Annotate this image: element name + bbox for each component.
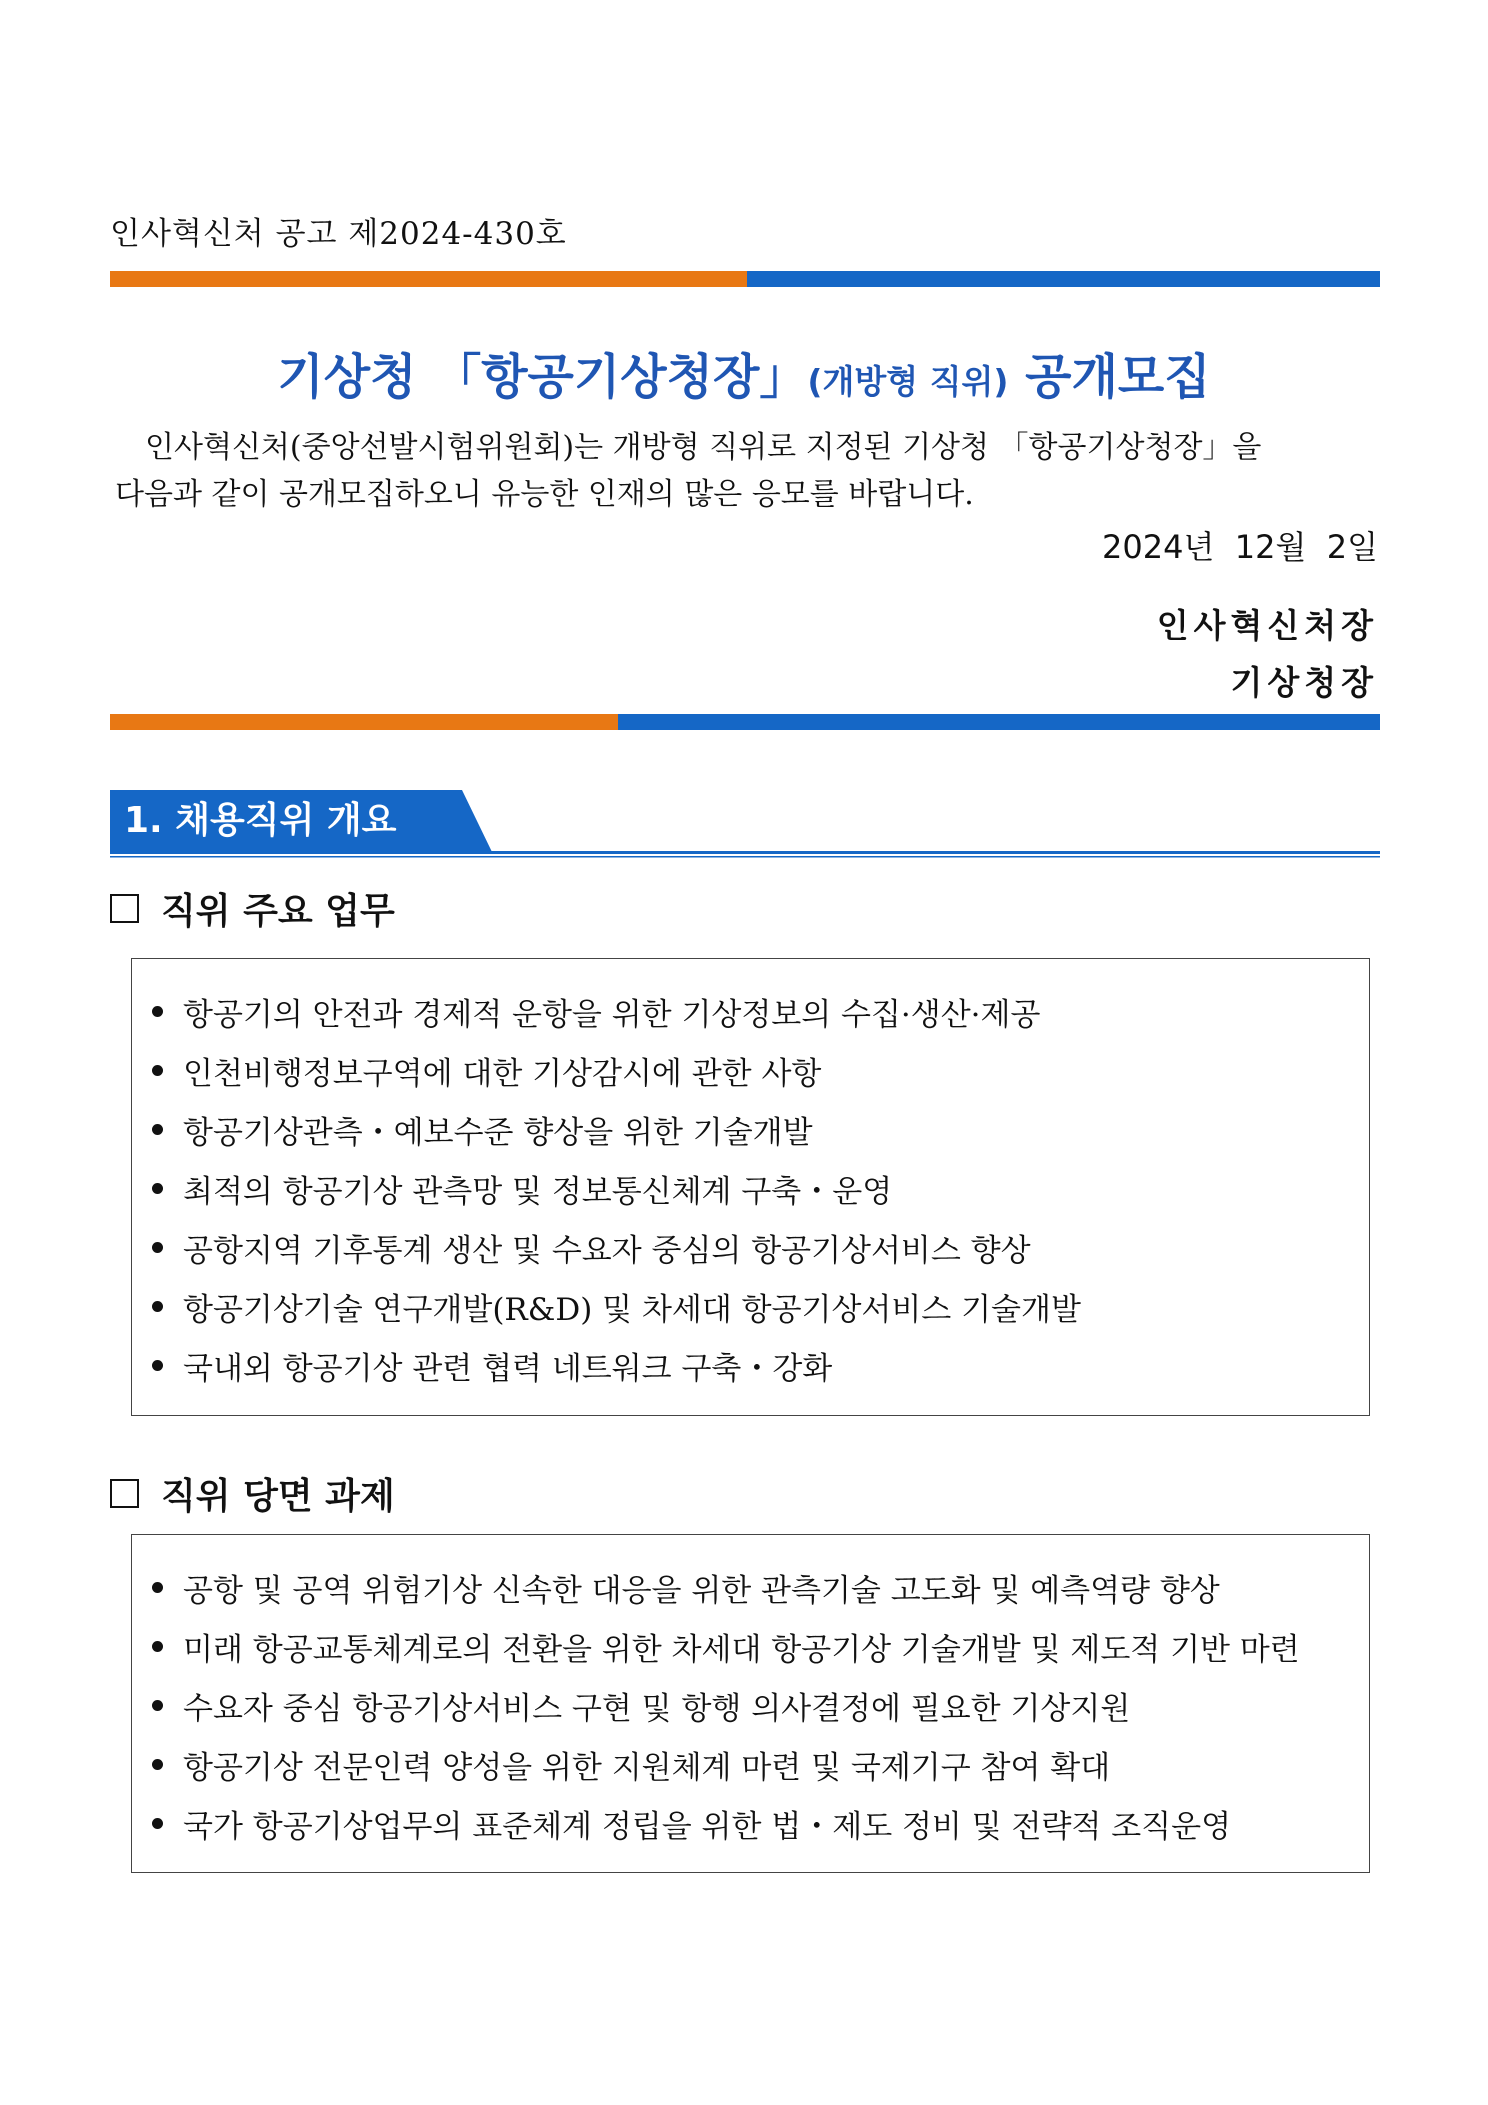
notice-date: 2024년 12월 2일 <box>1102 528 1378 566</box>
bullet-icon <box>152 1360 163 1371</box>
section-banner <box>110 790 1380 858</box>
header-divider <box>110 714 1380 730</box>
list-item: 항공기상기술 연구개발(R&D) 및 차세대 항공기상서비스 기술개발 <box>152 1284 1081 1329</box>
list-item: 국가 항공기상업무의 표준체계 정립을 위한 법・제도 정비 및 전략적 조직운영 <box>152 1801 1231 1846</box>
checkbox-square-icon <box>110 1479 139 1508</box>
list-item: 항공기의 안전과 경제적 운항을 위한 기상정보의 수집·생산·제공 <box>152 989 1040 1034</box>
checkbox-square-icon <box>110 894 139 923</box>
list-item: 항공기상관측・예보수준 향상을 위한 기술개발 <box>152 1107 813 1152</box>
bullet-icon <box>152 1700 163 1711</box>
page-title: 기상청 「항공기상청장」(개방형 직위) 공개모집 <box>277 349 1211 405</box>
intro-text: 인사혁신처(중앙선발시험위원회)는 개방형 직위로 지정된 기상청 「항공기상청장」을 다음과 같이 공개모집하오니 유능한 인재의 많은 응모를 바랍니다. <box>115 430 1262 512</box>
list-item: 최적의 항공기상 관측망 및 정보통신체계 구축・운영 <box>152 1166 892 1211</box>
signatory-kma: 기상청장 <box>1230 663 1378 702</box>
bullet-icon <box>152 1759 163 1770</box>
duties-box <box>131 958 1370 1416</box>
bullet-icon <box>152 1818 163 1829</box>
list-item: 공항 및 공역 위험기상 신속한 대응을 위한 관측기술 고도화 및 예측역량 향상 <box>152 1565 1220 1610</box>
bullet-icon <box>152 1124 163 1135</box>
bullet-icon <box>152 1242 163 1253</box>
list-item: 항공기상 전문인력 양성을 위한 지원체계 마련 및 국제기구 참여 확대 <box>152 1742 1110 1787</box>
bullet-icon <box>152 1301 163 1312</box>
bullet-icon <box>152 1641 163 1652</box>
list-item: 수요자 중심 항공기상서비스 구현 및 항행 의사결정에 필요한 기상지원 <box>152 1683 1130 1728</box>
list-item: 인천비행정보구역에 대한 기상감시에 관한 사항 <box>152 1048 821 1093</box>
bullet-icon <box>152 1582 163 1593</box>
bullet-icon <box>152 1183 163 1194</box>
subsection-title-tasks: 직위 당면 과제 <box>110 1468 395 1519</box>
signatory-mpm: 인사혁신처장 <box>1156 606 1378 645</box>
section-title: 1. 채용직위 개요 <box>124 800 397 841</box>
list-item: 공항지역 기후통계 생산 및 수요자 중심의 항공기상서비스 향상 <box>152 1225 1031 1270</box>
subsection-title-duties: 직위 주요 업무 <box>110 883 395 934</box>
bullet-icon <box>152 1065 163 1076</box>
top-divider <box>110 271 1380 287</box>
bullet-icon <box>152 1006 163 1017</box>
notice-number: 인사혁신처 공고 제2024-430호 <box>110 216 567 252</box>
list-item: 국내외 항공기상 관련 협력 네트워크 구축・강화 <box>152 1343 832 1388</box>
tasks-box <box>131 1534 1370 1873</box>
list-item: 미래 항공교통체계로의 전환을 위한 차세대 항공기상 기술개발 및 제도적 기반 마련 <box>152 1624 1300 1669</box>
